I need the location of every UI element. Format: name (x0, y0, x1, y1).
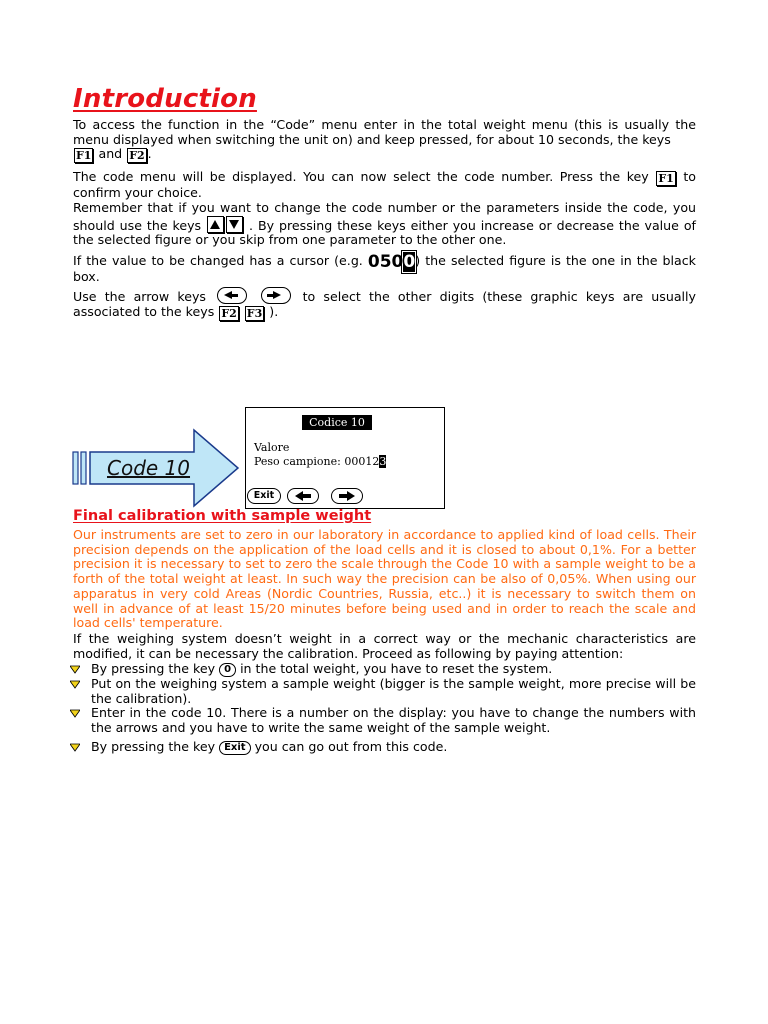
display-screen (245, 407, 445, 509)
intro-paragraph-4: If the value to be changed has a cursor (e.g. 0500) the selected figure is the one in the black box. (73, 252, 696, 284)
list-item: Enter in the code 10. There is a number on the display: you have to change the numbers with the arrows and you have to write the same weight of the sample weight. (70, 706, 696, 735)
exit-key-icon: Exit (219, 741, 251, 755)
right-arrow-icon (332, 489, 362, 503)
page-title: Introduction (73, 84, 257, 114)
f1-key-icon: F1 (658, 172, 674, 185)
list-item: Put on the weighing system a sample weight (bigger is the sample weight, more precise will be the calibration). (70, 677, 696, 706)
screen-exit-button[interactable]: Exit (247, 488, 281, 504)
cursor-example: 0500 (367, 252, 416, 272)
code-10-arrow-graphic (72, 428, 242, 510)
screen-line-valore: Valore (254, 441, 290, 454)
bullet-arrow-icon (70, 680, 80, 689)
bullet-arrow-icon (70, 665, 80, 674)
screen-left-button[interactable] (287, 488, 319, 504)
intro-paragraph-2: The code menu will be displayed. You can now select the code number. Press the key F1 to confirm your choice. (73, 169, 696, 200)
intro-paragraph-3: Remember that if you want to change the code number or the parameters inside the code, you should use the keys . By pressing these keys either you increase or decrease the value of the selected figure or you skip from one parameter to the other one. (73, 200, 696, 248)
calibration-paragraph: If the weighing system doesn’t weight in a correct way or the mechanic characteristics are modified, it can be necessary the calibration. Proceed as following by paying attention: (73, 631, 696, 661)
zero-key-icon: 0 (219, 663, 236, 677)
f2-key-icon: F2 (129, 149, 145, 163)
left-arrow-icon (288, 489, 318, 503)
screen-header: Codice 10 (302, 415, 372, 430)
intro-paragraph-1: To access the function in the “Code” menu enter in the total weight menu (this is usually the menu displayed when switching the unit on) and keep pressed, for about 10 seconds, the keys F1 and F2 . (73, 117, 696, 163)
up-arrow-key-icon (207, 216, 224, 233)
f1-key-icon: F1 (76, 149, 92, 163)
right-arrow-key-icon (261, 287, 291, 304)
bullet-arrow-icon (70, 743, 80, 752)
f2-key-icon: F2 (221, 306, 237, 320)
section-heading-calibration: Final calibration with sample weight (73, 508, 372, 524)
left-arrow-key-icon (217, 287, 247, 304)
screen-right-button[interactable] (331, 488, 363, 504)
down-arrow-key-icon (226, 216, 243, 233)
list-item: By pressing the key 0 in the total weight, you have to reset the system. (70, 662, 696, 677)
calibration-orange-paragraph: Our instruments are set to zero in our laboratory in accordance to applied kind of load cells. Their precision depends on the application of the load cells and it is closed to about 0,1%. For a better precision it is necessary to set to zero the scale through the Code 10 with a sample weight to be a forth of the total weight at least. In such way the precision can be also of 0,05%. When using our apparatus in very cold Areas (Nordic Countries, Russia, etc..) it is necessary to switch them on well in advance of at least 15/20 minutes before being used and in order to reach the scale and load cells' temperature. (73, 527, 696, 631)
intro-paragraph-5: Use the arrow keys to select the other digits (these graphic keys are usually associated to the keys F2 F3 ). (73, 289, 696, 320)
code-10-label: Code 10 (107, 456, 191, 480)
f3-key-icon: F3 (246, 306, 263, 320)
bullet-arrow-icon (70, 709, 80, 718)
screen-line-sample-weight: Peso campione: 000123 (254, 455, 387, 468)
list-item: By pressing the key Exit you can go out from this code. (70, 740, 696, 755)
calibration-steps-list (70, 662, 696, 755)
